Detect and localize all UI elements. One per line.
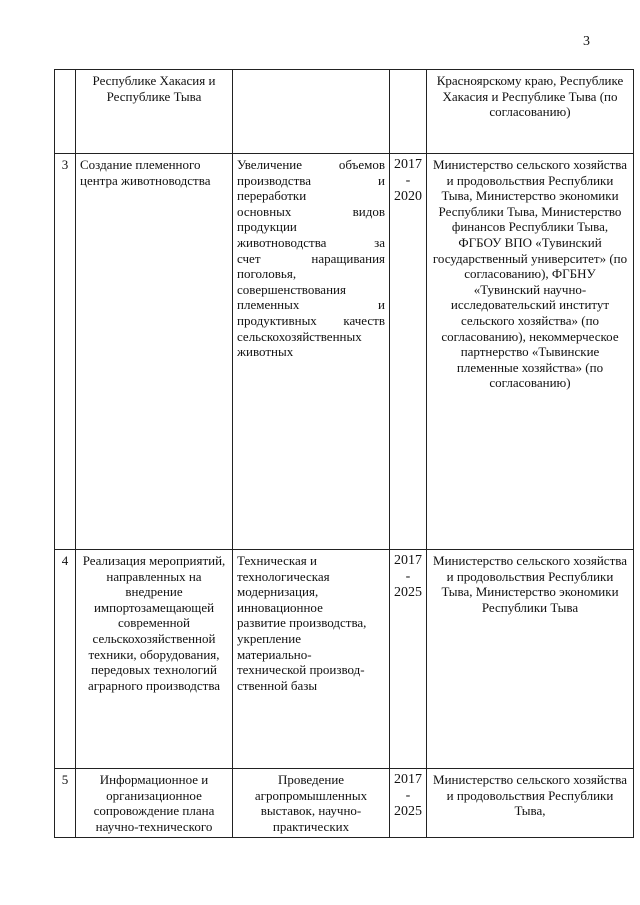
- plan-table: [54, 69, 634, 838]
- executors-cell: Красноярскому краю, Республике Хакасия и Республике Тыва (по согласованию): [427, 70, 634, 154]
- row-number-cell: [55, 70, 76, 154]
- result-line: ственной базы: [237, 677, 318, 693]
- result-line: укрепление: [237, 630, 301, 646]
- period-cell: [390, 70, 427, 154]
- result-line: Увеличение объемов: [237, 157, 385, 172]
- expected-result-cell: [233, 769, 390, 838]
- row-number-cell: 5: [55, 769, 76, 838]
- page-number: 3: [583, 34, 590, 49]
- result-line: сельскохозяйственных: [237, 328, 362, 344]
- executors-cell: Министерство сельского хозяйства и продовольствия Республики Тыва, Министерство экономики Республики Тыва, Министерство финансов Республики Тыва, ФГБОУ ВПО «Тувинский государственный университет» (по согласованию), ФГБНУ «Тувинский научно-исследовательский институт сельского хозяйства» (по согласованию), некоммерческое партнерство «Тывинские племенные хозяйства» (по согласованию): [427, 154, 634, 550]
- table-row: [55, 154, 634, 550]
- result-line: продукции: [237, 219, 297, 235]
- expected-result-cell: [233, 154, 390, 550]
- result-line: материально-: [237, 646, 312, 662]
- executors-cell: Министерство сельского хозяйства и продовольствия Республики Тыва,: [427, 769, 634, 838]
- result-line: племенных и: [237, 297, 385, 313]
- period-dash: -: [405, 173, 411, 188]
- result-line: агропромышленных: [254, 787, 368, 803]
- measure-name-cell: Реализация мероприятий, направленных на внедрение импортозамещающей современной сельскохозяйственной техники, оборудования, передовых технологий аграрного производства: [76, 550, 233, 769]
- result-line: технической производ-: [237, 662, 365, 678]
- period-start: 2017: [394, 553, 422, 568]
- period-cell: [390, 550, 427, 769]
- executors-cell: Министерство сельского хозяйства и продовольствия Республики Тыва, Министерство экономики Республики Тыва: [427, 550, 634, 769]
- result-line: совершенствования: [237, 281, 346, 297]
- period-start: 2017: [394, 772, 422, 787]
- period-start: 2017: [394, 157, 422, 172]
- period-dash: -: [405, 569, 411, 584]
- period-end: 2020: [394, 189, 422, 204]
- period-dash: -: [405, 788, 411, 803]
- result-line: технологическая: [237, 568, 330, 584]
- result-line: Проведение: [277, 772, 345, 787]
- result-line: основных видов: [237, 203, 385, 219]
- measure-name-cell: Создание племенного центра животноводства: [76, 154, 233, 550]
- period-cell: [390, 769, 427, 838]
- period-end: 2025: [394, 804, 422, 819]
- result-line: модернизация,: [237, 584, 319, 600]
- result-line: практических: [272, 818, 350, 834]
- table-row: [55, 70, 634, 154]
- result-line: Техническая и: [237, 553, 317, 568]
- table-row: [55, 550, 634, 769]
- result-line: животных: [237, 344, 294, 360]
- result-line: развитие производства,: [237, 615, 367, 631]
- row-number-cell: 4: [55, 550, 76, 769]
- result-line: счет наращивания: [237, 250, 385, 266]
- measure-name-cell: Информационное и организационное сопровождение плана научно-технического: [76, 769, 233, 838]
- result-line: животноводства за: [237, 234, 385, 250]
- result-line: продуктивных качеств: [237, 312, 385, 328]
- result-line: переработки: [237, 188, 307, 204]
- period-cell: [390, 154, 427, 550]
- result-line: производства и: [237, 172, 385, 188]
- result-line: инновационное: [237, 599, 323, 615]
- expected-result-cell: [233, 550, 390, 769]
- result-line: поголовья,: [237, 266, 297, 282]
- table-row: [55, 769, 634, 838]
- row-number-cell: 3: [55, 154, 76, 550]
- result-line: выставок, научно-: [260, 803, 362, 819]
- expected-result-cell: [233, 70, 390, 154]
- period-end: 2025: [394, 585, 422, 600]
- measure-name-cell: Республике Хакасия и Республике Тыва: [76, 70, 233, 154]
